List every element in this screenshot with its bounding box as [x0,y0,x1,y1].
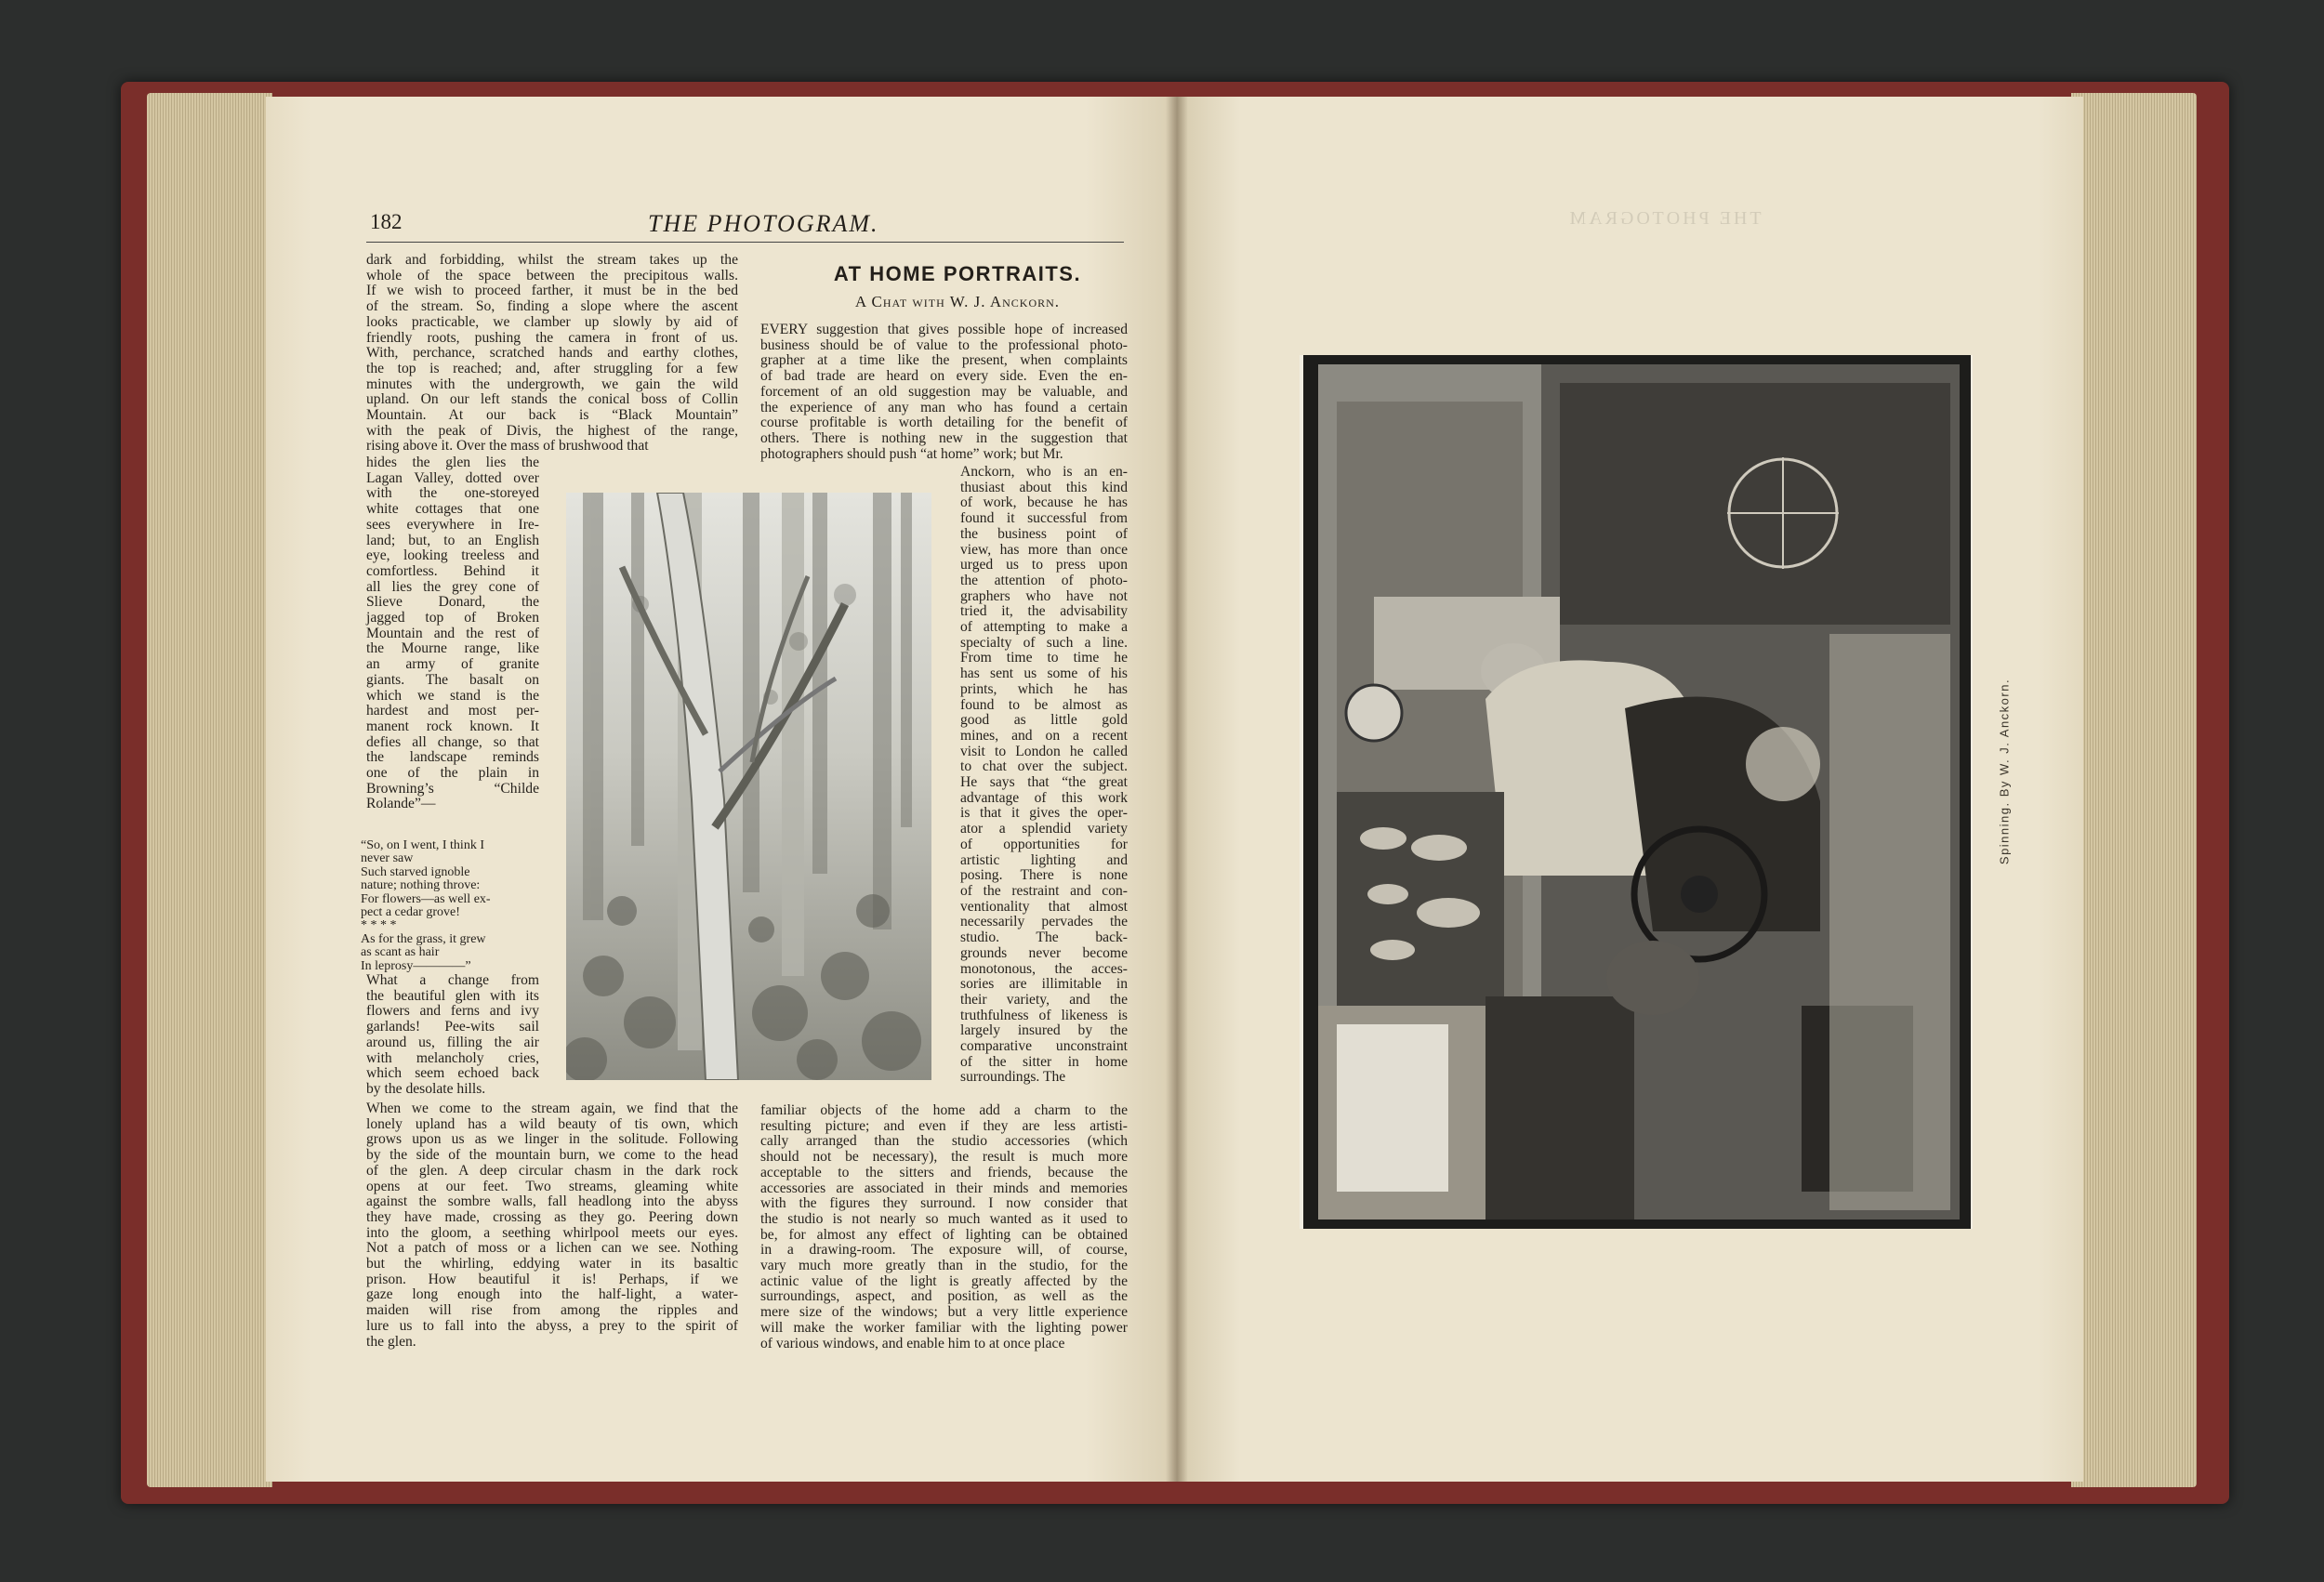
text-line: an army of granite [366,656,539,673]
text-line: ventionality that almost [960,898,1128,915]
column-1-narrow-text [366,455,539,812]
poem-line: nature; nothing throve: [361,878,481,893]
text-line: posing. There is none [960,867,1128,884]
text-line: the landscape reminds [366,749,539,766]
text-line: EVERY suggestion that gives possible hope of increased [760,322,1128,337]
text-line: urged us to press upon [960,557,1128,573]
text-line: around us, filling the air [366,1034,539,1050]
text-line: comparative unconstraint [960,1038,1128,1055]
text-line: of work, because he has [960,494,1128,511]
text-line: necessarily pervades the [960,914,1128,930]
browning-quotation [361,839,537,973]
text-line: found to be almost as [960,696,1128,713]
text-line: photographers should push “at home” work; but Mr. [760,445,1063,462]
text-line: be, for almost any effect of lighting can be obtained [760,1226,1128,1243]
poem-line: Such starved ignoble [361,864,470,879]
text-line: sories are illimitable in [960,976,1128,993]
column-2-narrow-text [960,465,1128,1086]
text-line: lonely upland has a wild beauty of tis own, which [366,1115,738,1132]
text-line: maiden will rise from among the ripples and [366,1302,738,1319]
poem-line: In leprosy————” [361,958,471,973]
text-line: flowers and ferns and ivy [366,1003,539,1020]
text-line: to chat over the subject. [960,758,1128,775]
book-gutter [1166,97,1188,1482]
text-line: mines, and on a recent [960,727,1128,744]
text-line: the glen. [366,1333,416,1350]
text-line: graphers who have not [960,587,1128,604]
text-line: grapher at a time like the present, when complaints [760,352,1128,369]
text-line: the business point of [960,525,1128,542]
text-line: When we come to the stream again, we find that the [366,1101,738,1116]
photograph-border [1303,355,1974,1227]
text-line: mere size of the windows; but a very little experience [760,1304,1128,1321]
text-line: is that it gives the oper- [960,805,1128,822]
text-line: against the sombre walls, fall headlong into the abyss [366,1193,738,1210]
poem-line: As for the grass, it grew [361,931,486,946]
text-line: of attempting to make a [960,619,1128,636]
text-line: by the desolate hills. [366,1080,486,1097]
text-line: jagged top of Broken [366,610,539,626]
text-line: Browning’s “Childe [366,780,539,797]
text-line: the Mourne range, like [366,640,539,657]
text-line: of the stream. So, finding a slope where the ascent [366,298,738,315]
text-line: friendly roots, pushing the camera in front of us. [366,329,738,346]
text-line: land; but, to an English [366,532,539,548]
text-line: of the glen. A deep circular chasm in the dark rock [366,1162,738,1179]
poem-line: never saw [361,851,414,866]
text-line: He says that “the great [960,774,1128,791]
text-line: minutes with the undergrowth, we gain the wild [366,376,738,392]
text-line: surroundings, aspect, and position, as well as the [760,1288,1128,1305]
text-line: familiar objects of the home add a charm to the [760,1102,1128,1118]
photo-caption [1989,651,2019,892]
text-line: visit to London he called [960,743,1128,759]
text-line: garlands! Pee-wits sail [366,1019,539,1035]
text-line: their variety, and the [960,991,1128,1008]
text-line: the beautiful glen with its [366,987,539,1004]
text-line: with the figures they surround. I now consider that [760,1195,1128,1212]
text-line: defies all change, so that [366,733,539,750]
text-line: business should be of value to the professional photo- [760,336,1128,353]
text-line: hardest and most per- [366,703,539,719]
column-2-bottom-text [760,1103,1128,1351]
text-line: ator a splendid variety [960,821,1128,837]
text-line: with the peak of Divis, the highest of the range, [366,422,738,439]
text-line: Not a patch of moss or a lichen can we see. Nothing [366,1240,738,1257]
text-line: one of the plain in [366,765,539,782]
text-line: should not be necessary), the result is much more [760,1149,1128,1166]
text-line: manent rock known. It [366,718,539,734]
text-line: the top is reached; and, after struggling for a few [366,360,738,376]
text-line: good as little gold [960,712,1128,729]
text-line: With, perchance, scratched hands and earthy clothes, [366,345,738,362]
text-line: they have made, crossing as they go. Peering down [366,1208,738,1225]
text-line: of opportunities for [960,836,1128,852]
forest-photograph [566,493,931,1080]
text-line: actinic value of the light is greatly affected by the [760,1272,1128,1289]
column-2-top-text [760,323,1128,462]
text-line: Mountain. At our back is “Black Mountain” [366,407,738,424]
text-line: but the whirling, eddying water in its basaltic [366,1256,738,1272]
text-line: surroundings. The [960,1069,1066,1086]
text-line: looks practicable, we clamber up slowly by aid of [366,313,738,330]
text-line: Lagan Valley, dotted over [366,469,539,486]
text-line: rising above it. Over the mass of brushwood that [366,438,649,455]
text-line: of various windows, and enable him to at once place [760,1335,1065,1351]
text-line: prints, which he has [960,680,1128,697]
poem-line: For flowers—as well ex- [361,891,491,906]
text-line: sees everywhere in Ire- [366,516,539,533]
text-line: cally arranged than the studio accessories (which [760,1133,1128,1150]
text-line: grounds never become [960,944,1128,961]
text-line: view, has more than once [960,541,1128,558]
text-line: comfortless. Behind it [366,562,539,579]
text-line: Anckorn, who is an en- [960,464,1128,480]
showthrough-text: THE PHOTOGRAM [1566,208,1762,229]
text-line: which seem echoed back [366,1065,539,1082]
header-rule [366,242,1124,243]
photo-caption-text: Spinning. By W. J. Anckorn. [1997,678,2012,865]
column-1-top-text [366,253,738,455]
page-edges-right [2071,93,2197,1487]
text-line: of bad trade are heard on every side. Even the en- [760,368,1128,385]
text-line: dark and forbidding, whilst the stream takes up the [366,252,738,268]
text-line: truthfulness of likeness is [960,1007,1128,1023]
text-line: gaze long enough into the half-light, a water- [366,1286,738,1303]
text-line: of the sitter in home [960,1053,1128,1070]
text-line: Rolande”— [366,796,436,812]
running-head: THE PHOTOGRAM. [648,210,879,237]
article-subtitle: A Chat with W. J. Anckorn. [854,293,1061,310]
text-line: upland. On our left stands the conical boss of Collin [366,391,738,408]
text-line: hides the glen lies the [366,455,539,470]
page-number: 182 [370,210,403,233]
text-line: artistic lighting and [960,851,1128,868]
text-line: the studio is not nearly so much wanted as it used to [760,1210,1128,1227]
text-line: the attention of photo- [960,572,1128,588]
text-line: vary much more greatly than in the studio, for the [760,1258,1128,1274]
text-line: specialty of such a line. [960,634,1128,651]
article-title: AT HOME PORTRAITS. [833,262,1082,285]
poem-line: pect a cedar grove! [361,905,460,920]
text-line: studio. The back- [960,929,1128,946]
text-line: with melancholy cries, [366,1049,539,1066]
text-line: forcement of an old suggestion may be valuable, and [760,383,1128,400]
text-line: thusiast about this kind [960,479,1128,495]
text-line: tried it, the advisability [960,603,1128,620]
text-line: If we wish to proceed farther, it must be in the bed [366,283,738,299]
text-line: white cottages that one [366,501,539,518]
text-line: which we stand is the [366,687,539,704]
text-line: giants. The basalt on [366,671,539,688]
text-line: prison. How beautiful it is! Perhaps, if we [366,1271,738,1287]
text-line: the experience of any man who has found a certain [760,399,1128,415]
text-line: lure us to fall into the abyss, a prey to the spirit of [366,1317,738,1334]
text-line: into the gloom, a seething whirlpool meets our eyes. [366,1224,738,1241]
page-edges-left [147,93,272,1487]
text-line: has sent us some of his [960,666,1128,682]
text-line: by the side of the mountain burn, we come to the head [366,1147,738,1164]
column-1-narrow-bottom-text [366,973,539,1098]
text-line: found it successful from [960,510,1128,527]
text-line: acceptable to the sitters and friends, because the [760,1164,1128,1180]
text-line: opens at our feet. Two streams, gleaming white [366,1178,738,1194]
text-line: course profitable is worth detailing for the benefit of [760,415,1128,431]
text-line: grows upon us as we linger in the solitude. Following [366,1131,738,1148]
text-line: whole of the space between the precipitous walls. [366,267,738,283]
text-line: of the restraint and con- [960,882,1128,899]
text-line: others. There is nothing new in the suggestion that [760,429,1128,446]
column-1-bottom-text [366,1101,738,1350]
text-line: advantage of this work [960,789,1128,806]
text-line: monotonous, the acces- [960,960,1128,977]
text-line: Slieve Donard, the [366,594,539,611]
text-line: Mountain and the rest of [366,625,539,641]
text-line: From time to time he [960,650,1128,666]
poem-line: * * * * [361,918,397,933]
poem-line: as scant as hair [361,945,440,960]
text-line: largely insured by the [960,1022,1128,1039]
poem-line: “So, on I went, I think I [361,838,484,852]
text-line: What a change from [366,972,539,988]
text-line: with the one-storeyed [366,485,539,502]
text-line: resulting picture; and even if they are less artisti- [760,1117,1128,1134]
text-line: all lies the grey cone of [366,578,539,595]
text-line: accessories are associated in their minds and memories [760,1180,1128,1196]
text-line: will make the worker familiar with the lighting power [760,1319,1128,1336]
text-line: eye, looking treeless and [366,547,539,564]
text-line: in a drawing-room. The exposure will, of course, [760,1242,1128,1259]
